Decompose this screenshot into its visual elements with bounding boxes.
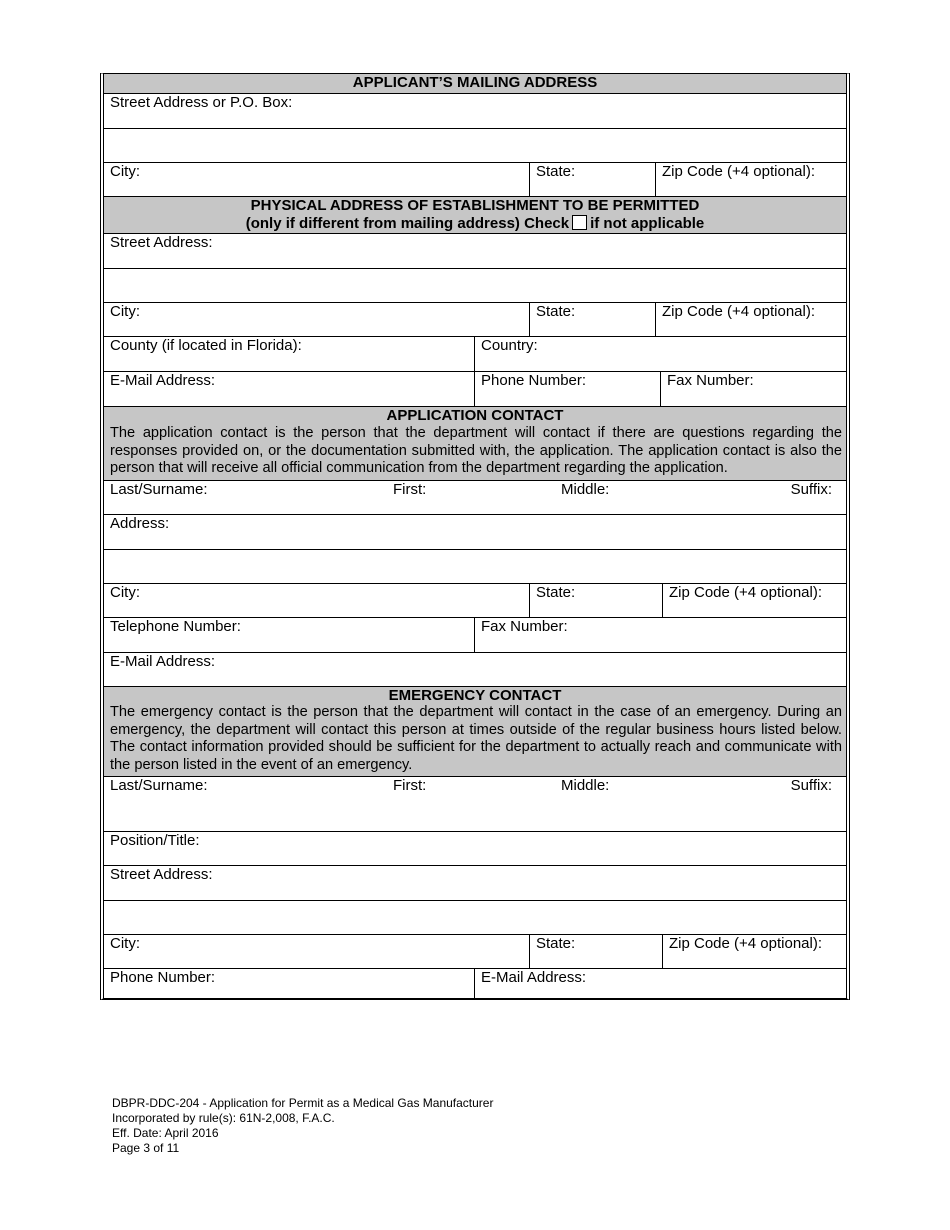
emergency-zip-label: Zip Code (+4 optional): (669, 935, 823, 952)
mailing-city-label: City: (110, 163, 140, 180)
app-email-label: E-Mail Address: (110, 653, 216, 670)
physical-fax-field[interactable] (660, 372, 846, 406)
physical-state-label: State: (536, 303, 576, 320)
app-middle-label: Middle: (561, 481, 610, 498)
physical-phone-label: Phone Number: (481, 372, 587, 389)
app-phone-row (104, 617, 846, 652)
emergency-city-label: City: (110, 935, 140, 952)
emergency-phone-label: Phone Number: (110, 969, 216, 986)
page-number: Page 3 of 11 (112, 1141, 180, 1155)
permit-form (100, 73, 850, 1000)
emergency-position-row[interactable] (104, 831, 846, 865)
emergency-name-row[interactable] (104, 776, 846, 831)
mailing-street-line2[interactable] (104, 128, 846, 162)
app-zip-field[interactable] (662, 584, 846, 617)
county-field[interactable] (104, 337, 474, 371)
emergency-middle-label: Middle: (561, 777, 610, 794)
mailing-city-row (104, 162, 846, 196)
app-first-label: First: (393, 481, 427, 498)
physical-zip-field[interactable] (655, 303, 846, 336)
mailing-street-label: Street Address or P.O. Box: (110, 94, 293, 111)
mailing-address-header: APPLICANT’S MAILING ADDRESS (104, 74, 846, 93)
emergency-contact-header: EMERGENCY CONTACT (104, 686, 846, 704)
app-city-field[interactable] (104, 584, 529, 617)
emergency-suffix-label: Suffix: (790, 777, 832, 794)
app-city-label: City: (110, 584, 140, 601)
form-id-line: DBPR-DDC-204 - Application for Permit as a Medical Gas Manufacturer (112, 1096, 494, 1110)
app-fax-field[interactable] (474, 618, 846, 652)
physical-city-label: City: (110, 303, 140, 320)
mailing-state-field[interactable] (529, 163, 655, 196)
app-state-field[interactable] (529, 584, 662, 617)
app-fax-label: Fax Number: (481, 618, 568, 635)
app-zip-label: Zip Code (+4 optional): (669, 584, 823, 601)
emergency-zip-field[interactable] (662, 935, 846, 968)
emergency-contact-description: The emergency contact is the person that the department will contact in the case of an emergency. During an emergency, the department will contact this person at times outside of the regular business hours listed below. The contact information provided should be sufficient for the department to actually reach and communicate with the person listed in the event of an emergency. (104, 704, 846, 776)
physical-header-line2-post: if not applicable (590, 215, 705, 232)
emergency-street-line2[interactable] (104, 900, 846, 934)
application-contact-header: APPLICATION CONTACT (104, 406, 846, 425)
physical-zip-label: Zip Code (+4 optional): (662, 303, 816, 320)
physical-header-line2 (104, 215, 846, 233)
app-address-label: Address: (110, 515, 170, 532)
mailing-city-field[interactable] (104, 163, 529, 196)
physical-phone-field[interactable] (474, 372, 660, 406)
emergency-city-row (104, 934, 846, 968)
physical-email-label: E-Mail Address: (110, 372, 216, 389)
mailing-zip-field[interactable] (655, 163, 846, 196)
emergency-position-label: Position/Title: (110, 832, 200, 849)
physical-street-row[interactable] (104, 233, 846, 268)
emergency-first-label: First: (393, 777, 427, 794)
mailing-state-label: State: (536, 163, 576, 180)
app-state-label: State: (536, 584, 576, 601)
app-name-row[interactable] (104, 480, 846, 514)
emergency-state-label: State: (536, 935, 576, 952)
physical-street-label: Street Address: (110, 234, 213, 251)
emergency-state-field[interactable] (529, 935, 662, 968)
page-footer (112, 1096, 493, 1156)
not-applicable-checkbox[interactable] (572, 215, 587, 230)
physical-city-row (104, 302, 846, 336)
country-field[interactable] (474, 337, 846, 371)
physical-header-line1: PHYSICAL ADDRESS OF ESTABLISHMENT TO BE PERMITTED (250, 197, 700, 214)
physical-city-field[interactable] (104, 303, 529, 336)
emergency-phone-field[interactable] (104, 969, 474, 999)
app-telephone-label: Telephone Number: (110, 618, 241, 635)
emergency-street-row[interactable] (104, 865, 846, 900)
app-suffix-label: Suffix: (790, 481, 832, 498)
emergency-phone-row (104, 968, 846, 999)
eff-date-line: Eff. Date: April 2016 (112, 1126, 219, 1140)
county-label: County (if located in Florida): (110, 337, 302, 354)
rule-line: Incorporated by rule(s): 61N-2,008, F.A.C. (112, 1111, 335, 1125)
physical-email-field[interactable] (104, 372, 474, 406)
emergency-last-label: Last/Surname: (110, 777, 208, 794)
physical-email-row (104, 371, 846, 406)
emergency-city-field[interactable] (104, 935, 529, 968)
app-address-row[interactable] (104, 514, 846, 549)
emergency-email-field[interactable] (474, 969, 846, 999)
emergency-email-label: E-Mail Address: (481, 969, 587, 986)
physical-street-line2[interactable] (104, 268, 846, 302)
app-address-line2[interactable] (104, 549, 846, 583)
physical-fax-label: Fax Number: (667, 372, 754, 389)
mailing-zip-label: Zip Code (+4 optional): (662, 163, 816, 180)
country-label: Country: (481, 337, 538, 354)
app-telephone-field[interactable] (104, 618, 474, 652)
physical-county-row (104, 336, 846, 371)
emergency-street-label: Street Address: (110, 866, 213, 883)
app-email-row[interactable] (104, 652, 846, 686)
physical-state-field[interactable] (529, 303, 655, 336)
application-contact-description: The application contact is the person that the department will contact if there are questions regarding the responses provided on, or the documentation submitted with, the application. The application contact is also the person that will receive all official communication from the department regarding the application. (104, 425, 846, 480)
mailing-street-row[interactable] (104, 93, 846, 128)
physical-header-line2-pre: (only if different from mailing address) Check (245, 215, 570, 232)
physical-address-header (104, 196, 846, 233)
app-city-row (104, 583, 846, 617)
app-last-label: Last/Surname: (110, 481, 208, 498)
